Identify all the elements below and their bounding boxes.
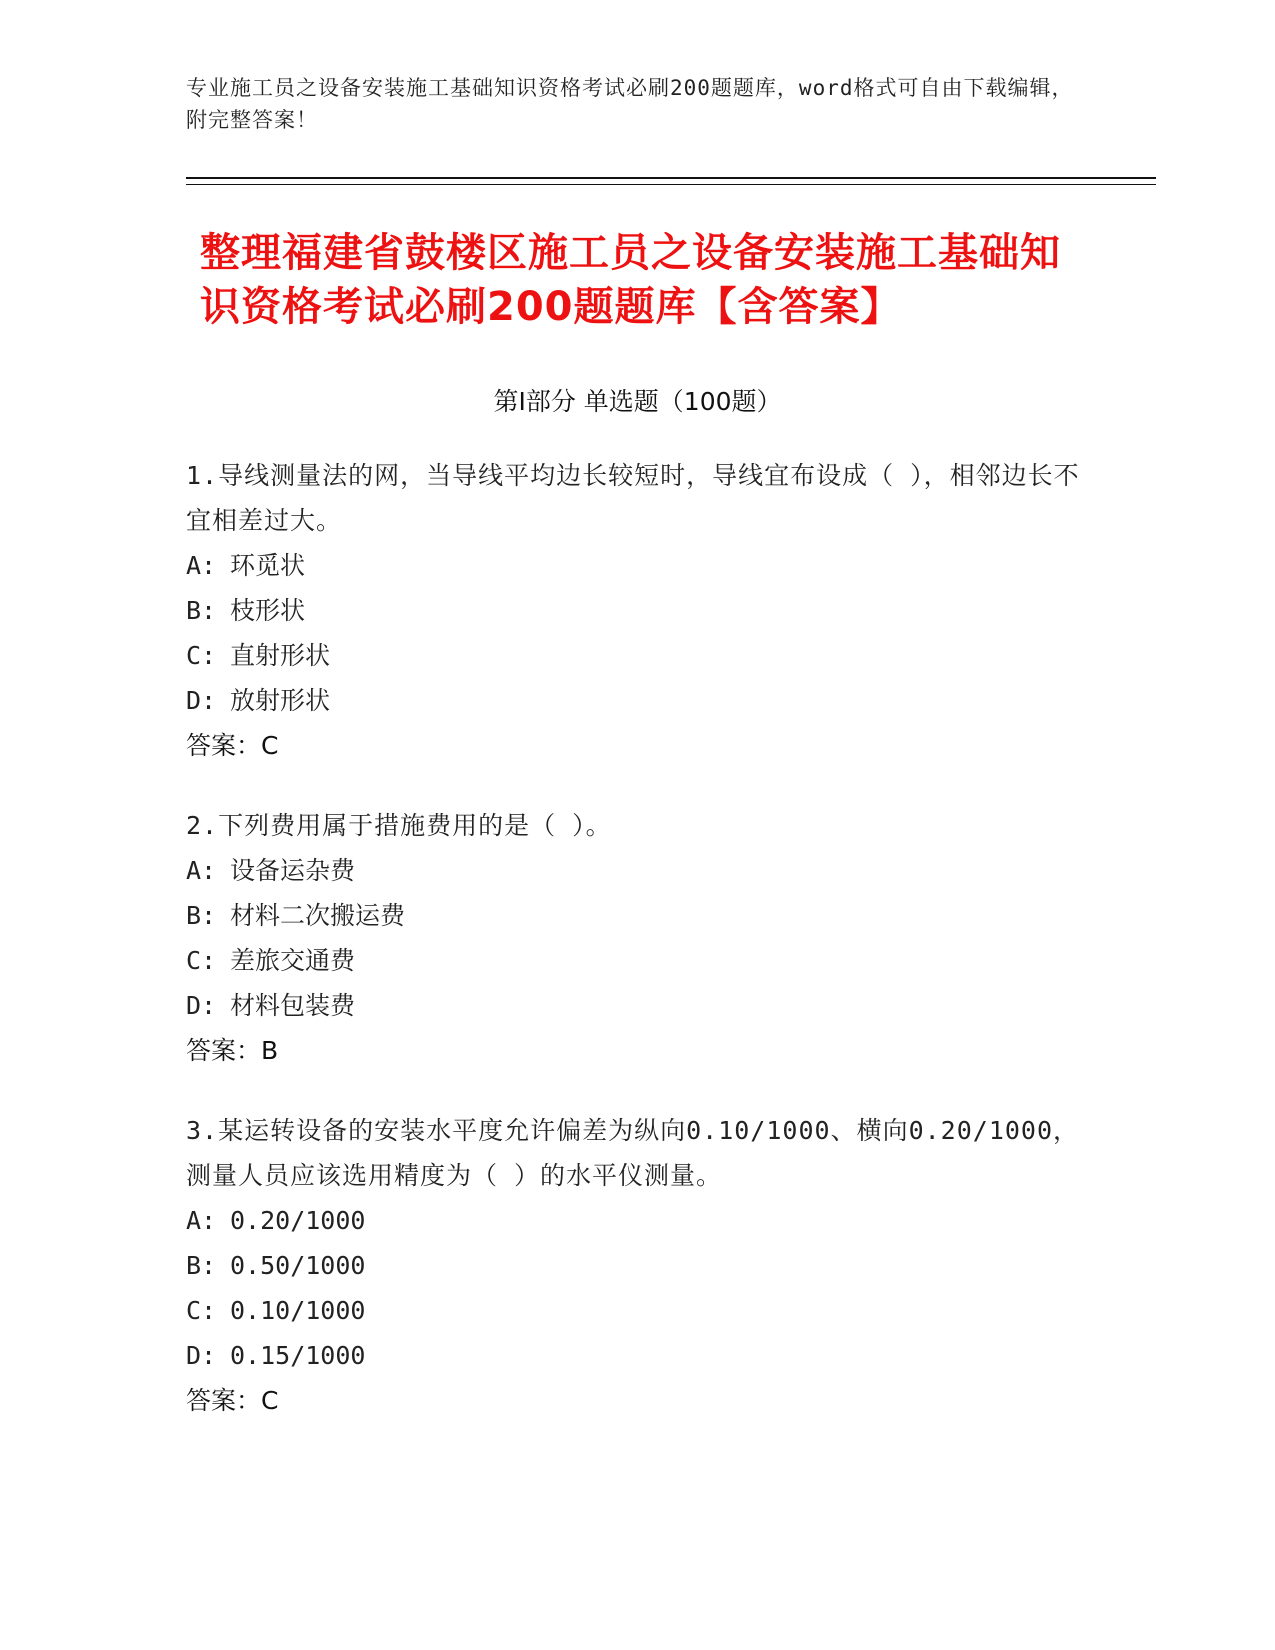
question-3 <box>186 1108 1086 1423</box>
option-letter: D: <box>186 1341 217 1370</box>
option-b <box>186 1243 1086 1288</box>
question-1 <box>186 453 1086 768</box>
option-d <box>186 678 1086 723</box>
option-letter: B: <box>186 596 217 625</box>
option-letter: D: <box>186 686 217 715</box>
option-text: 0.50/1000 <box>230 1251 366 1280</box>
option-d <box>186 983 1086 1028</box>
document-header-note: 专业施工员之设备安装施工基础知识资格考试必刷200题题库，word格式可自由下载编辑，附完整答案！ <box>186 76 1074 132</box>
option-text: 0.15/1000 <box>230 1341 366 1370</box>
option-text: 直射形状 <box>230 641 331 670</box>
option-c <box>186 633 1086 678</box>
option-c <box>186 1288 1086 1333</box>
option-b <box>186 893 1086 938</box>
option-text: 0.10/1000 <box>230 1296 366 1325</box>
question-stem: 2.下列费用属于措施费用的是（ ）。 <box>186 811 612 840</box>
option-text: 设备运杂费 <box>230 856 356 885</box>
question-stem: 1.导线测量法的网，当导线平均边长较短时，导线宜布设成（ ），相邻边长不宜相差过大。 <box>186 461 1080 535</box>
option-text: 枝形状 <box>230 596 306 625</box>
option-a <box>186 543 1086 588</box>
option-c <box>186 938 1086 983</box>
option-letter: A: <box>186 856 217 885</box>
option-b <box>186 588 1086 633</box>
option-a <box>186 848 1086 893</box>
option-text: 材料包装费 <box>230 991 356 1020</box>
option-letter: D: <box>186 991 217 1020</box>
option-letter: C: <box>186 946 217 975</box>
option-text: 材料二次搬运费 <box>230 901 406 930</box>
option-text: 环觅状 <box>230 551 306 580</box>
option-text: 放射形状 <box>230 686 331 715</box>
document-title: 整理福建省鼓楼区施工员之设备安装施工基础知识资格考试必刷200题题库【含答案】 <box>200 230 1061 330</box>
option-letter: B: <box>186 1251 217 1280</box>
header-divider-thick <box>186 177 1156 179</box>
option-letter: C: <box>186 1296 217 1325</box>
option-letter: B: <box>186 901 217 930</box>
option-letter: A: <box>186 551 217 580</box>
header-divider-thin <box>186 184 1156 185</box>
question-stem: 3.某运转设备的安装水平度允许偏差为纵向0.10/1000、横向0.20/1000，测量人员应该选用精度为（ ）的水平仪测量。 <box>186 1116 1080 1190</box>
question-2 <box>186 803 1086 1073</box>
option-letter: A: <box>186 1206 217 1235</box>
answer-label: 答案：C <box>186 731 279 760</box>
option-text: 0.20/1000 <box>230 1206 366 1235</box>
option-d <box>186 1333 1086 1378</box>
option-a <box>186 1198 1086 1243</box>
option-text: 差旅交通费 <box>230 946 356 975</box>
answer-label: 答案：B <box>186 1036 279 1065</box>
section-title: 第Ⅰ部分 单选题（100题） <box>493 387 782 416</box>
answer-label: 答案：C <box>186 1386 279 1415</box>
option-letter: C: <box>186 641 217 670</box>
